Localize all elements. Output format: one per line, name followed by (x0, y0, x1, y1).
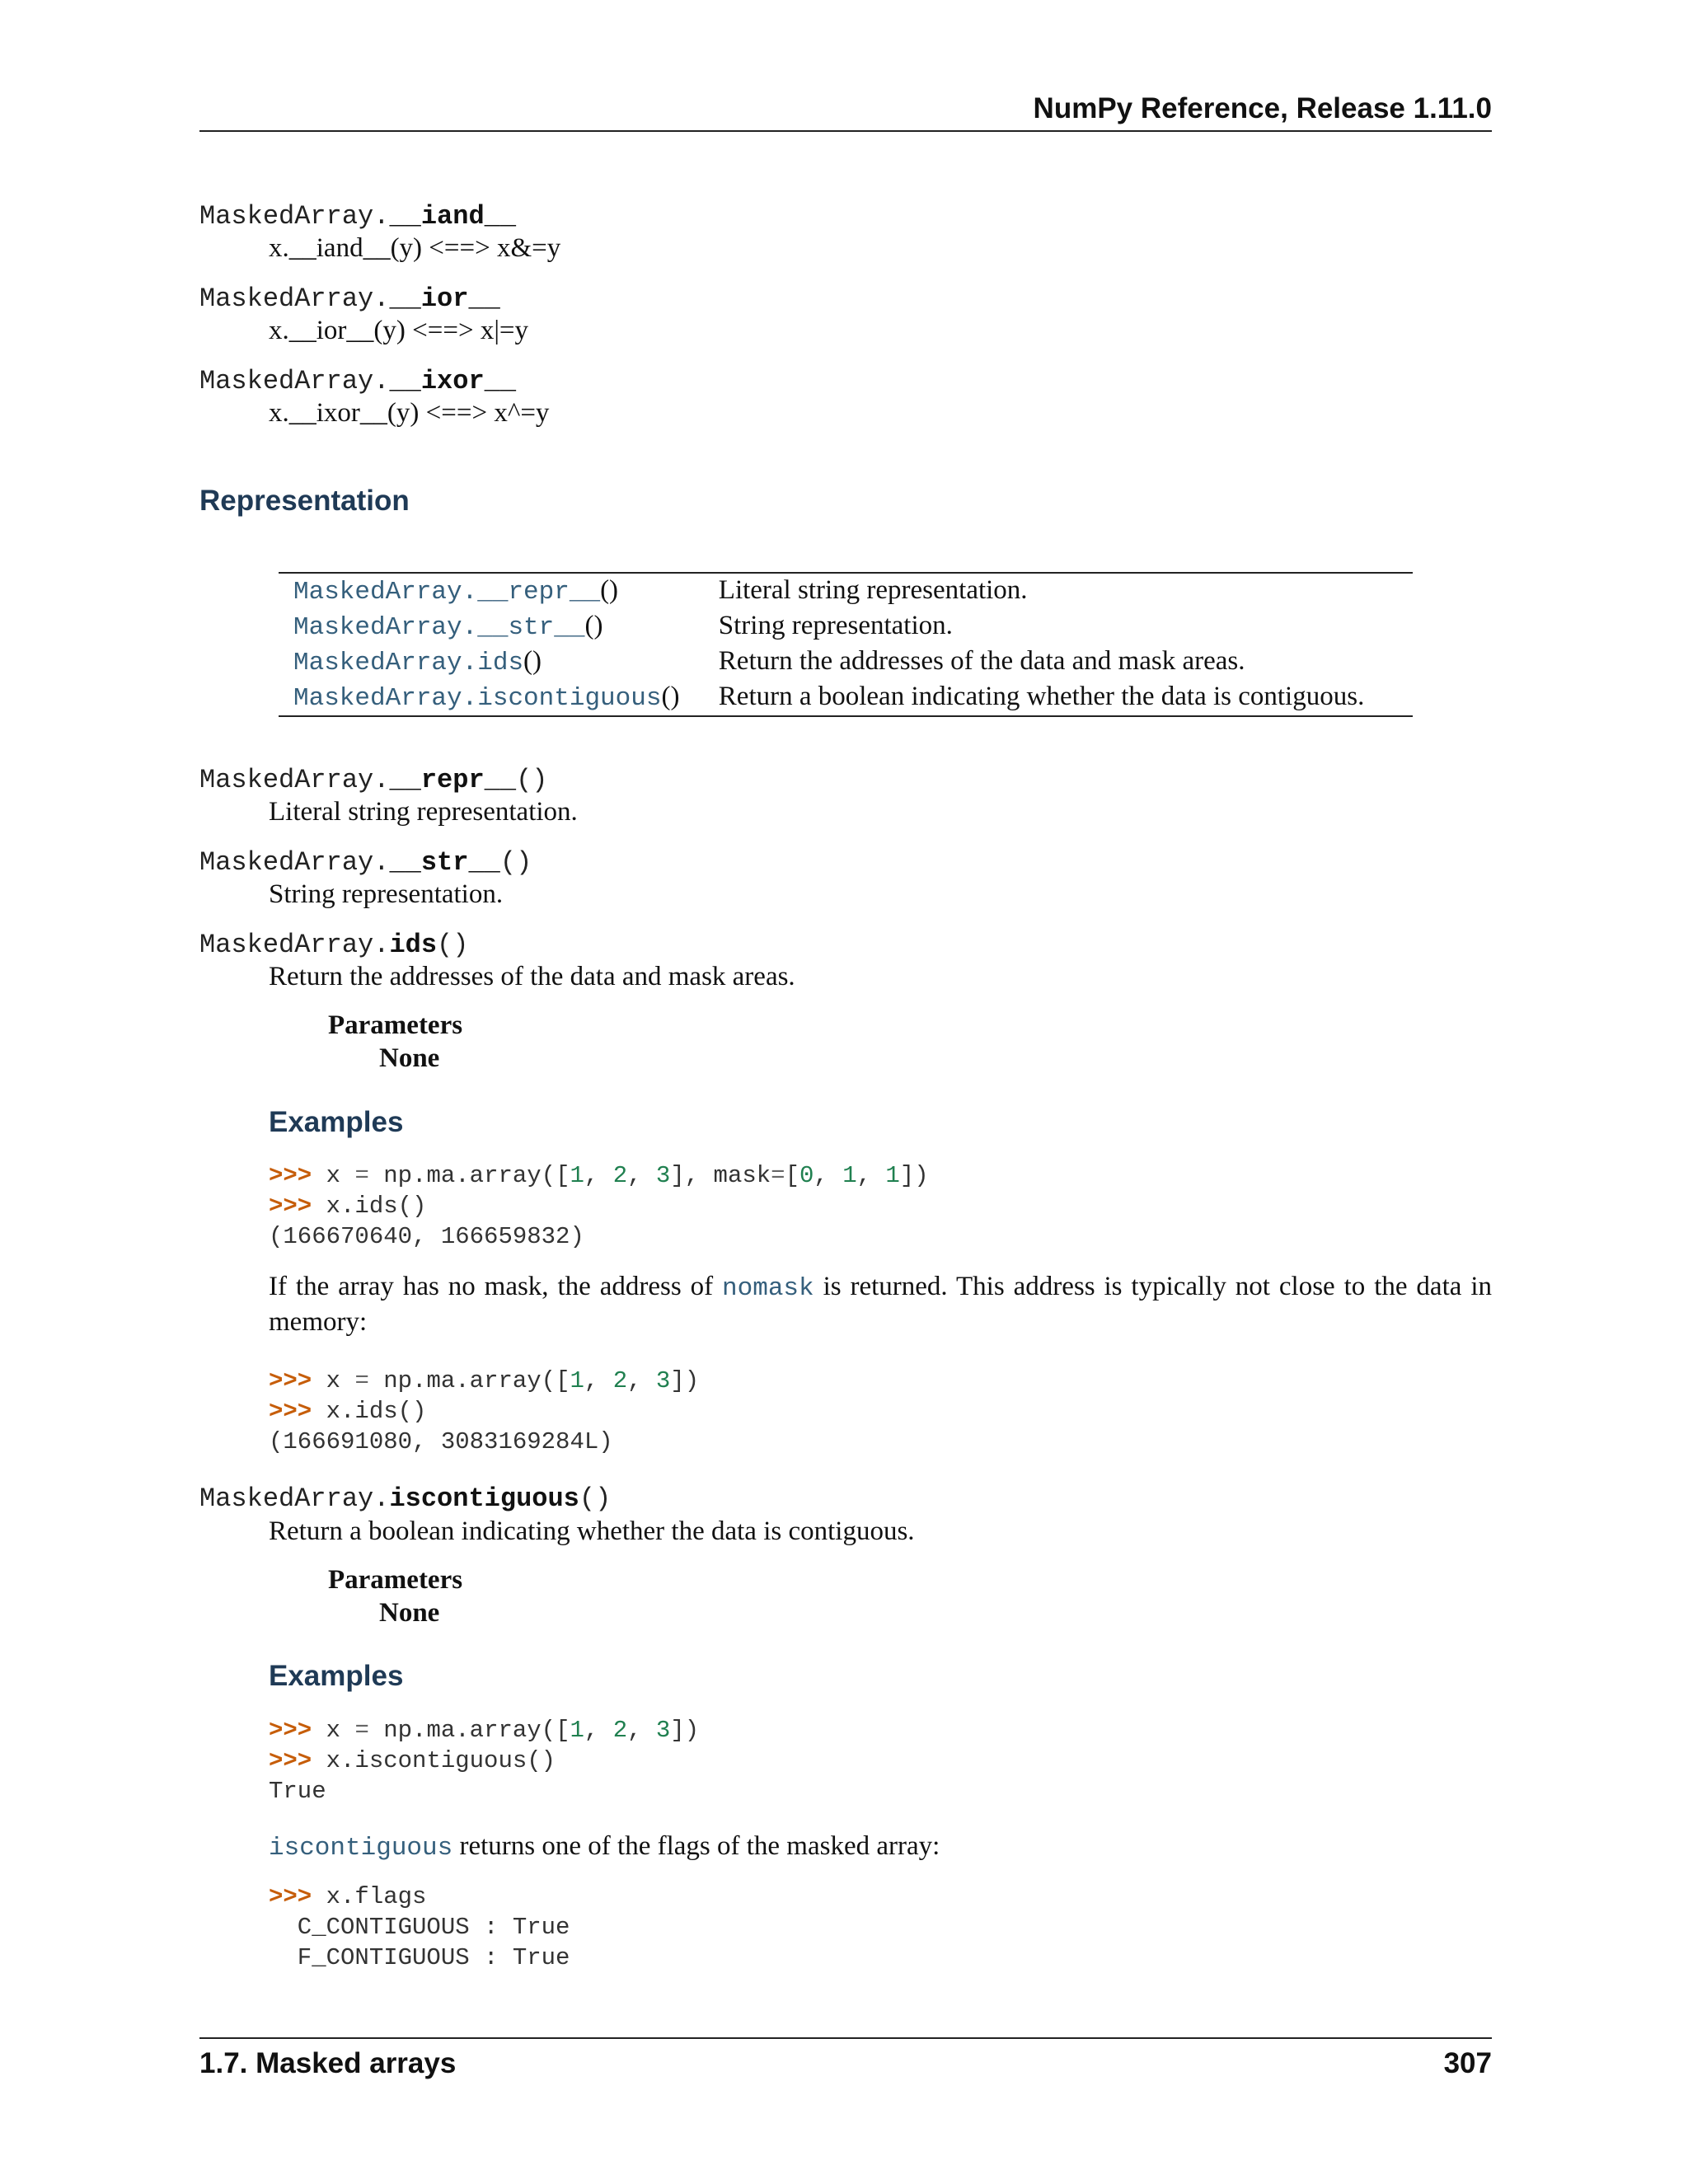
code-block: >>> x = np.ma.array([1, 2, 3]) >>> x.iscontiguous() True (269, 1717, 700, 1805)
desc-ixor: x.__ixor__(y) <==> x^=y (269, 398, 550, 428)
page-number: 307 (1443, 2047, 1492, 2079)
signature-ids: MaskedArray.ids() (199, 930, 469, 960)
section-title-representation: Representation (199, 485, 410, 517)
table-cell-desc: String representation. (718, 611, 953, 640)
params-value: None (379, 1598, 440, 1628)
code-block: >>> x = np.ma.array([1, 2, 3], mask=[0, 1, 1]) >>> x.ids() (166670640, 166659832) (269, 1162, 929, 1250)
link-str[interactable]: MaskedArray.__str__ (293, 613, 585, 642)
desc-ior: x.__ior__(y) <==> x|=y (269, 316, 529, 345)
link-repr[interactable]: MaskedArray.__repr__ (293, 578, 601, 607)
code-block: >>> x = np.ma.array([1, 2, 3]) >>> x.ids() (166691080, 3083169284L) (269, 1367, 700, 1455)
paragraph-iscontiguous: iscontiguous returns one of the flags of the masked array: (269, 1831, 940, 1863)
desc-iscontiguous: Return a boolean indicating whether the data is contiguous. (269, 1516, 915, 1546)
link-iscontiguous-inline[interactable]: iscontiguous (269, 1834, 453, 1863)
desc-ids: Return the addresses of the data and mask areas. (269, 962, 795, 991)
link-nomask[interactable]: nomask (722, 1274, 814, 1303)
params-value: None (379, 1043, 440, 1073)
table-cell-desc: Return a boolean indicating whether the data is contiguous. (718, 682, 1365, 711)
table-row: MaskedArray.ids() Return the addresses of the data and mask areas. (279, 644, 1413, 680)
link-iscontiguous[interactable]: MaskedArray.iscontiguous (293, 684, 662, 713)
paragraph-nomask: If the array has no mask, the address of nomask is returned. This address is typically not close to the data in memory: (269, 1272, 1492, 1337)
examples-title: Examples (269, 1106, 404, 1138)
signature-str: MaskedArray.__str__() (199, 847, 532, 878)
examples-title: Examples (269, 1660, 404, 1692)
table-row: MaskedArray.__repr__() Literal string representation. (279, 573, 1413, 609)
table-row: MaskedArray.__str__() String representation. (279, 609, 1413, 644)
signature-repr: MaskedArray.__repr__() (199, 765, 548, 795)
running-header: NumPy Reference, Release 1.11.0 (1033, 92, 1492, 124)
table-row: MaskedArray.iscontiguous() Return a boolean indicating whether the data is contiguous. (279, 680, 1413, 716)
desc-str: String representation. (269, 879, 504, 909)
table-cell-desc: Literal string representation. (718, 575, 1028, 605)
desc-iand: x.__iand__(y) <==> x&=y (269, 233, 561, 263)
params-label: Parameters (328, 1565, 463, 1595)
signature-iscontiguous: MaskedArray.iscontiguous() (199, 1483, 612, 1514)
table-cell-desc: Return the addresses of the data and mask areas. (718, 646, 1245, 676)
signature-iand: MaskedArray.__iand__ (199, 201, 517, 232)
footer-section: 1.7. Masked arrays (199, 2047, 457, 2079)
desc-repr: Literal string representation. (269, 797, 578, 827)
link-ids[interactable]: MaskedArray.ids (293, 649, 524, 677)
header-rule (199, 130, 1492, 132)
code-block: >>> x.flags C_CONTIGUOUS : True F_CONTIGUOUS : True (269, 1883, 570, 1971)
summary-table (279, 572, 1413, 717)
footer-rule (199, 2037, 1492, 2039)
params-label: Parameters (328, 1010, 463, 1040)
signature-ixor: MaskedArray.__ixor__ (199, 366, 517, 396)
signature-ior: MaskedArray.__ior__ (199, 284, 500, 314)
